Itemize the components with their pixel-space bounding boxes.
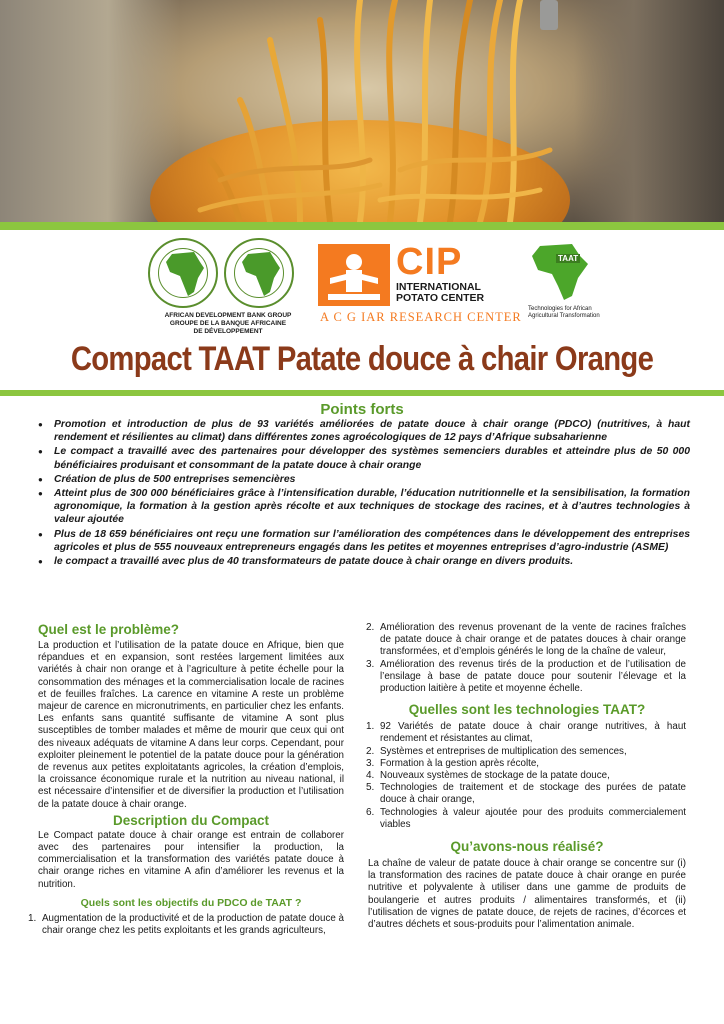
pasta-strands-illustration [0,0,724,222]
objectifs-title: Quels sont les objectifs du PDCO de TAAT ? [80,896,302,909]
cgiar-tagline: A C G IAR RESEARCH CENTER [320,310,522,324]
list-item: 3. Formation à la gestion après récolte, [366,757,540,769]
list-item: 5. Technologies de traitement et de stockage des purées de patate douce à chair orange, [366,782,686,806]
afdb-seal-english [224,238,294,308]
technologies-title: Quelles sont les technologies TAAT? [408,702,646,718]
probleme-title: Quel est le problème? [38,622,180,637]
taat-caption: Technologies for African Agricultural Transformation [528,306,600,319]
description-title: Description du Compact [112,812,269,828]
cip-subtitle: INTERNATIONAL POTATO CENTER [396,281,485,304]
africa-map-icon [164,250,206,298]
list-item: 3. Amélioration des revenus tirés de la production et de l’utilisation de l’ensilage à base de patate douce pour soutenir l’élevage et la production laitière à petite et moyenne échelle. [366,658,686,695]
cip-logo-icon [318,244,390,306]
probleme-text: La production et l’utilisation de la patate douce en Afrique, bien que répandues et en expansion, sont restées largement limitées aux variétés à chair non orange et à l’agriculture à petite échelle pour la consommation des ménages et la commercialisation locale de racines et de feuilles fraîches. La carence en vitamine A reste un problème majeur de carence en micronutriments, en particulier chez les enfants. Les enfants sans quantité suffisante de vitamine A sont plus susceptibles de tomber malades et même de mourir que ceux qui ont des niveaux adéquats de vitamine A dans leur corps. Cependant, pour exploiter pleinement le potentiel de la patate douce pour la génération de revenus aux petites exploitatants agricoles, la création d’emplois, la croissance économique rurale et la nutrition au niveau national, il est nécessaire d’intensifier et de diversifier la production et l’utilisation de la patate douce à chair orange. [38,640,344,810]
cip-name: CIP [396,241,463,283]
list-item: 6. Technologies à valeur ajoutée pour des produits commercialement viables [366,806,686,830]
list-item: ● Création de plus de 500 entreprises semencières [40,473,690,486]
list-item: 1. Augmentation de la productivité et de la production de patate douce à chair orange chez les petits exploitants et les grands agriculteurs, [28,912,344,937]
description-text: Le Compact patate douce à chair orange est entrain de collaborer avec des partenaires pour intensifier la production, la commercialisation et la transformation des variétés patate douce à chair orange riches en vitamine A afin d’améliorer les revenus et la nutrition. [38,829,344,890]
list-item: ● Promotion et introduction de plus de 93 variétés améliorées de patate douce à chair orange (PDCO) (nutritives, à haut rendement et résilientes au climat) dans différentes zones agroécologiques de 12 pays d’Afrique subsaharienne [40,418,690,444]
list-item: ● Plus de 18 659 bénéficiaires ont reçu une formation sur l’amélioration des compétences dans le développement des entreprises agricoles et plus de 555 nouveaux entrepreneurs engagés dans les petites et moyennes entreprises d’agro-industrie (ASME) [40,528,690,554]
objectifs-list-part2 [366,622,686,695]
list-item: 2. Systèmes et entreprises de multiplication des semences, [366,745,627,757]
afdb-caption: AFRICAN DEVELOPMENT BANK GROUP GROUPE DE LA BANQUE AFRICAINE DE DÉVELOPPEMENT [164,312,292,335]
points-forts-list [40,418,690,569]
taat-label: TAAT [558,254,579,263]
afdb-seal-french [148,238,218,308]
list-item: ● le compact a travaillé avec plus de 40 transformateurs de patate douce à chair orange en divers produits. [40,555,690,568]
list-item: ● Atteint plus de 300 000 bénéficiaires grâce à l’intensification durable, l’éducation nutritionnelle et la sensibilisation, la formation agronomique, la formation à la gestion après récolte et aux techniques de stockage des racines, et à d’autres technologies à valeur ajoutée [40,487,690,527]
points-forts-title: Points forts [320,401,404,418]
left-column [28,622,344,937]
africa-map-icon [240,250,282,298]
realise-text: La chaîne de valeur de patate douce à chair orange se concentre sur (i) la transformation des racines de patate douce à chair orange en purée nutritive et polyvalente à utiliser dans une gamme de produits de boulangerie et autres produits / alimentaires transformés, et (ii) l’utilisation de vignes de patate douce, de rejets de racines, d’écorces et d’autres déchets et sous-produits pour l’alimentation animale. [368,858,686,931]
right-column [368,622,686,931]
page-title: Compact TAAT Patate douce à chair Orange [70,340,654,378]
list-item: ● Le compact a travaillé avec des partenaires pour développer des systèmes semenciers durables et atteindre plus de 50 000 bénéficiaires produisant et consommant de la patate douce à chair orange [40,445,690,471]
top-green-bar [0,222,724,230]
list-item: 1. 92 Variétés de patate douce à chair orange nutritives, à haut rendement et résistantes au climat, [366,721,686,745]
realise-title: Qu’avons-nous réalisé? [450,839,604,855]
fork [540,0,558,30]
list-item: 2. Amélioration des revenus provenant de la vente de racines fraîches de patate douce à chair orange et de patates douces à chair orange transformées, et d’emplois générés le long de la chaîne de valeur, [366,622,686,658]
taat-africa-icon [530,240,594,302]
partner-logos [0,232,724,340]
list-item: 4. Nouveaux systèmes de stockage de la patate douce, [366,770,610,782]
hero-photo [0,0,724,222]
technologies-list [366,721,686,831]
objectifs-list-part1 [28,913,344,937]
title-green-bar [0,390,724,396]
